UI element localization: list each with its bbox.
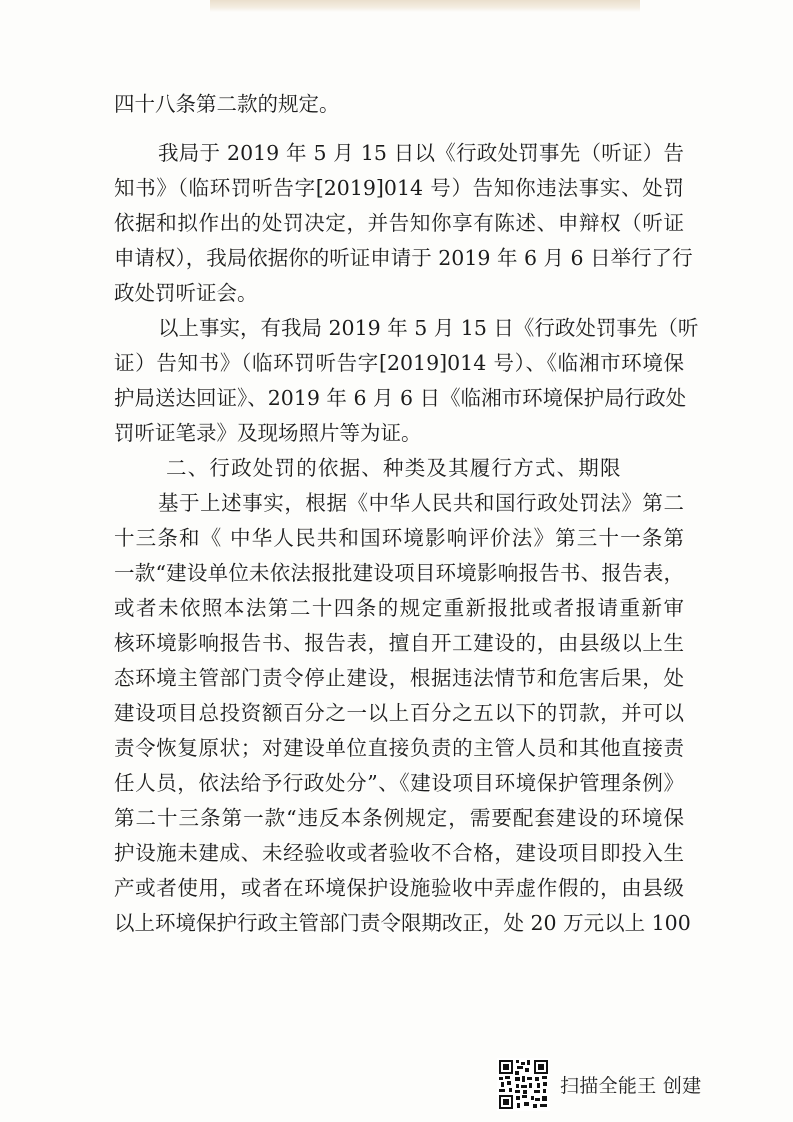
text-line: 第二十三条第一款“违反本条例规定，需要配套建设的环境保 [114,806,684,830]
page-edge-shadow [210,0,640,12]
text-line: 四十八条第二款的规定。 [114,92,340,116]
text-line: 政处罚听证会。 [114,281,258,305]
text-line: 建设项目总投资额百分之一以上百分之五以下的罚款，并可以 [114,701,684,725]
text-line: 以上环境保护行政主管部门责令限期改正，处 20 万元以上 100 [114,911,691,935]
text-line: 我局于 2019 年 5 月 15 日以《行政处罚事先（听证）告 [158,141,684,165]
text-line: 态环境主管部门责令停止建设，根据违法情节和危害后果，处 [114,666,684,690]
text-line: 以上事实，有我局 2019 年 5 月 15 日《行政处罚事先（听 [158,316,699,340]
text-line: 一款“建设单位未依法报批建设项目环境影响报告书、报告表， [114,561,684,585]
text-line: 护局送达回证》、2019 年 6 月 6 日《临湘市环境保护局行政处 [114,386,687,410]
text-line: 护设施未建成、未经验收或者验收不合格，建设项目即投入生 [114,841,684,865]
text-line: 证）告知书》（临环罚听告字[2019]014 号）、《临湘市环境保 [114,351,684,375]
qr-code-icon [497,1058,550,1111]
text-line: 基于上述事实，根据《中华人民共和国行政处罚法》第二 [158,491,684,515]
text-line: 十三条和《 中华人民共和国环境影响评价法》第三十一条第 [114,526,684,550]
text-line: 罚听证笔录》及现场照片等为证。 [114,421,422,445]
text-line: 产或者使用，或者在环境保护设施验收中弄虚作假的，由县级 [114,876,684,900]
section-heading: 二、行政处罚的依据、种类及其履行方式、期限 [166,456,622,480]
text-line: 责令恢复原状；对建设单位直接负责的主管人员和其他直接责 [114,736,684,760]
text-line: 知书》（临环罚听告字[2019]014 号）告知你违法事实、处罚 [114,176,684,200]
text-line: 或者未依照本法第二十四条的规定重新报批或者报请重新审 [114,596,684,620]
scanner-watermark-text: 扫描全能王 创建 [560,1075,702,1097]
text-line: 任人员，依法给予行政处分”、《建设项目环境保护管理条例》 [114,771,684,795]
text-line: 核环境影响报告书、报告表，擅自开工建设的，由县级以上生 [114,631,684,655]
text-line: 申请权），我局依据你的听证申请于 2019 年 6 月 6 日举行了行 [114,246,693,270]
text-line: 依据和拟作出的处罚决定，并告知你享有陈述、申辩权（听证 [114,211,684,235]
